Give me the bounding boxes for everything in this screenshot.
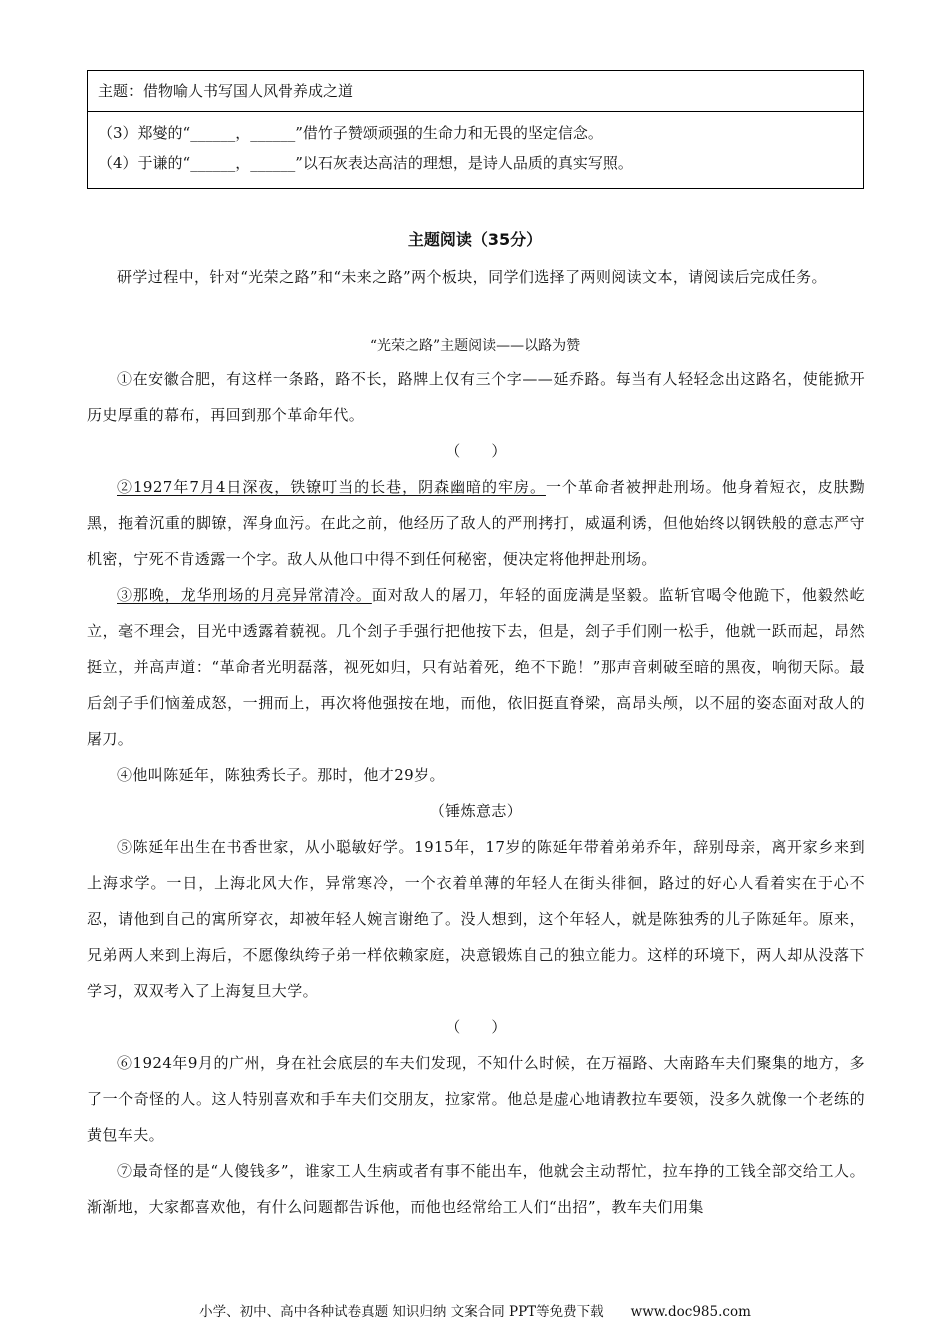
underlined-sentence: ③那晚，龙华刑场的月亮异常清冷。 xyxy=(117,586,372,604)
paragraph-4: ④他叫陈延年，陈独秀长子。那时，他才29岁。 xyxy=(117,766,445,784)
paragraph-5: ⑤陈延年出生在书香世家，从小聪敏好学。1915年，17岁的陈延年带着弟弟乔年，辞别母亲，离开家乡来到上海求学。一日，上海北风大作，异常寒冷，一个衣着单薄的年轻人在街头徘徊，路过的好心人看着实在于心不忍，请他到自己的寓所穿衣，却被年轻人婉言谢绝了。没人想到，这个年轻人，就是陈独秀的儿子陈延年。原来，兄弟两人来到上海后，不愿像纨绔子弟一样依赖家庭，决意锻炼自己的独立能力。这样的环境下，两人却从没落下学习，双双考入了上海复旦大学。 xyxy=(87,838,865,1000)
paragraph-3-rest: 面对敌人的屠刀，年轻的面庞满是坚毅。监斩官喝令他跪下，他毅然屹立，毫不理会，目光中透露着藐视。几个刽子手强行把他按下去，但是，刽子手们刚一松手，他就一跃而起，昂然挺立，并高声道：“革命者光明磊落，视死如归，只有站着死，绝不下跪！”那声音刺破至暗的黑夜，响彻天际。最后刽子手们恼羞成怒，一拥而上，再次将他强按在地，而他，依旧挺直脊梁，高昂头颅，以不屈的姿态面对敌人的屠刀。 xyxy=(87,586,866,748)
underlined-sentence: ②1927年7月4日深夜，铁镣叮当的长巷，阴森幽暗的牢房。 xyxy=(117,478,546,496)
theme-table xyxy=(87,70,864,189)
blank-heading-1: （ ） xyxy=(445,442,507,460)
question-4: （4）于谦的“______，______”以石灰表达高洁的理想，是诗人品质的真实写照。 xyxy=(98,154,633,172)
section-title: 主题阅读（35分） xyxy=(407,230,543,249)
paragraph-7: ⑦最奇怪的是“人傻钱多”，谁家工人生病或者有事不能出车，他就会主动帮忙，拉车挣的工钱全部交给工人。渐渐地，大家都喜欢他，有什么问题都告诉他，而他也经常给工人们“出招”，教车夫们用集 xyxy=(87,1162,865,1216)
paragraph-2-rest: 一个革命者被押赴刑场。他身着短衣，皮肤黝黑，拖着沉重的脚镣，浑身血污。在此之前，他经历了敌人的严刑拷打，威逼利诱，但他始终以钢铁般的意志严守机密，宁死不肯透露一个字。敌人从他口中得不到任何秘密，便决定将他押赴刑场。 xyxy=(87,478,865,568)
heading-temper-will: （锤炼意志） xyxy=(429,802,523,820)
theme-lines xyxy=(88,112,863,178)
paragraph-6: ⑥1924年9月的广州，身在社会底层的车夫们发现，不知什么时候，在万福路、大南路车夫们聚集的地方，多了一个奇怪的人。这人特别喜欢和手车夫们交朋友，拉家常。他总是虚心地请教拉车要领，没多久就像一个老练的黄包车夫。 xyxy=(87,1054,865,1144)
footer-watermark: 小学、初中、高中各种试卷真题 知识归纳 文案合同 PPT等免费下载 www.doc985.com xyxy=(199,1304,751,1320)
theme-header: 主题：借物喻人书写国人风骨养成之道 xyxy=(88,71,863,112)
paragraph-2 xyxy=(87,469,865,577)
blank-heading-2: （ ） xyxy=(445,1018,507,1036)
question-3: （3）郑燮的“______，______”借竹子赞颂顽强的生命力和无畏的坚定信念。 xyxy=(98,124,603,142)
paragraph-1: ①在安徽合肥，有这样一条路，路不长，路牌上仅有三个字——延乔路。每当有人轻轻念出这路名，使能掀开历史厚重的幕布，再回到那个革命年代。 xyxy=(87,370,865,424)
reading-body xyxy=(87,361,865,1225)
intro-paragraph: 研学过程中，针对“光荣之路”和“未来之路”两个板块，同学们选择了两则阅读文本，请阅读后完成任务。 xyxy=(117,268,827,286)
paragraph-3 xyxy=(87,577,865,757)
reading-subtitle: “光荣之路”主题阅读——以路为赞 xyxy=(369,338,581,354)
